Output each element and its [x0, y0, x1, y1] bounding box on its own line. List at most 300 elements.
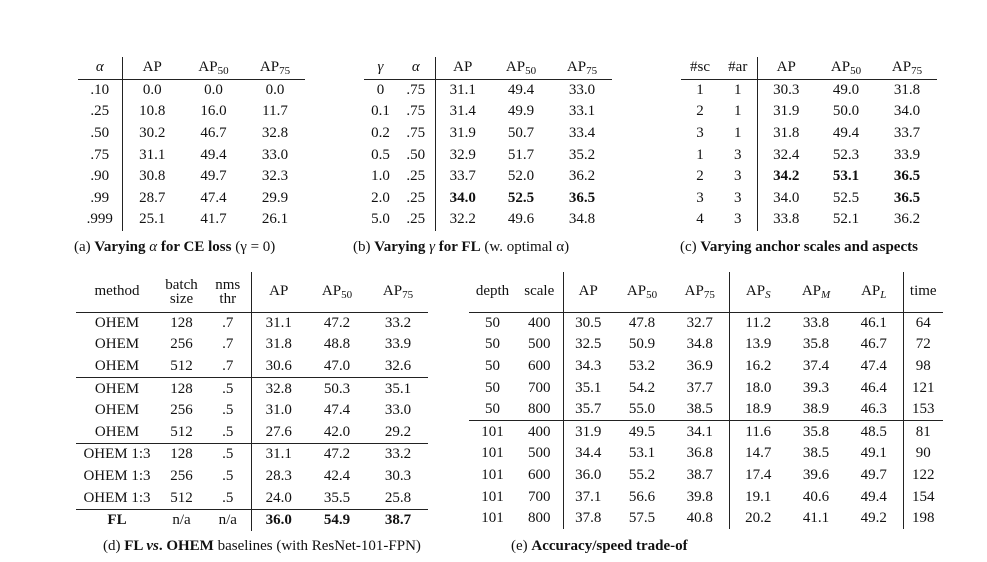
table-cell: 1	[696, 146, 704, 163]
table-cell: 32.4	[773, 146, 800, 163]
table-cell: 53.1	[628, 445, 656, 462]
table-cell: 36.5	[893, 189, 921, 206]
table-cell: 32.9	[449, 146, 476, 163]
col-header-batch-size: batch size	[158, 272, 205, 312]
table-cell: 46.7	[200, 125, 227, 142]
table-row	[364, 79, 612, 101]
table-row	[76, 400, 428, 422]
table-cell: 38.9	[802, 401, 830, 418]
table-row	[469, 443, 943, 465]
table-cell: 198	[912, 510, 935, 527]
table-cell: 33.0	[261, 146, 289, 163]
table-cell: 36.0	[575, 466, 602, 483]
table-cell: n/a	[205, 509, 251, 531]
table-cell: 52.0	[507, 168, 535, 185]
table-cell: 34.8	[671, 334, 729, 356]
table-d	[76, 272, 428, 531]
table-b	[364, 57, 612, 231]
table-cell: 32.6	[384, 357, 412, 374]
table-cell: .25	[78, 101, 122, 123]
table-cell: 30.3	[384, 467, 412, 484]
table-b-panel	[364, 57, 612, 231]
col-header-depth: depth	[469, 272, 516, 312]
table-cell: 31.4	[449, 103, 476, 120]
table-row	[364, 188, 612, 210]
table-cell: 33.7	[449, 168, 476, 185]
table-cell: .5	[205, 400, 251, 422]
table-row	[78, 209, 305, 231]
table-cell: 34.2	[773, 168, 800, 185]
table-cell: 33.7	[893, 125, 921, 142]
table-cell: 47.4	[200, 189, 227, 206]
table-cell: 512	[170, 423, 193, 440]
col-header-aps: $AP_S$	[729, 272, 787, 312]
table-cell: 32.5	[575, 336, 602, 353]
table-cell: 153	[912, 401, 935, 418]
table-row	[681, 101, 937, 123]
table-cell: 16.0	[200, 103, 227, 120]
table-cell: 128	[170, 314, 193, 331]
col-header-ap: AP	[251, 272, 306, 312]
table-cell: 101	[481, 510, 504, 527]
table-cell: 35.5	[323, 489, 351, 506]
table-row	[469, 312, 943, 334]
caption-c: (c) Varying anchor scales and aspects	[680, 239, 918, 255]
caption-a: (a) Varying α for CE loss (γ = 0)	[74, 239, 276, 255]
table-cell: OHEM 1:3	[83, 467, 151, 484]
table-cell: .25	[397, 209, 435, 231]
table-cell: 33.9	[893, 146, 921, 163]
table-cell: 36.8	[671, 443, 729, 465]
table-cell: 40.8	[671, 508, 729, 530]
table-row	[469, 399, 943, 421]
col-header-ap50: $AP_{50}$	[490, 57, 552, 79]
table-cell: .5	[205, 421, 251, 443]
table-cell: 31.8	[773, 125, 800, 142]
table-row	[469, 334, 943, 356]
table-row	[681, 79, 937, 101]
table-cell: 31.1	[251, 444, 306, 466]
table-cell: 3	[719, 188, 757, 210]
table-cell: 52.5	[507, 189, 535, 206]
table-cell: 49.4	[832, 125, 860, 142]
table-cell: 47.0	[323, 357, 351, 374]
table-cell: 34.1	[671, 421, 729, 443]
table-cell: 39.6	[802, 466, 830, 483]
col-header-apl: $AP_L$	[845, 272, 903, 312]
table-cell: .7	[205, 312, 251, 334]
table-cell: 31.9	[773, 103, 800, 120]
table-cell: 3	[696, 189, 704, 206]
col-header-ap75: $AP_{75}$	[368, 272, 428, 312]
table-cell: 54.2	[628, 379, 656, 396]
table-cell: .25	[397, 166, 435, 188]
table-row	[76, 509, 428, 531]
table-cell: 700	[516, 377, 563, 399]
table-cell: 51.7	[507, 146, 535, 163]
table-cell: 700	[516, 486, 563, 508]
table-cell: 36.2	[568, 168, 596, 185]
table-cell: .999	[78, 209, 122, 231]
col-header-ap75: $AP_{75}$	[245, 57, 305, 79]
table-cell: 52.3	[832, 146, 860, 163]
col-header-ap50: $AP_{50}$	[815, 57, 877, 79]
table-cell: 34.4	[575, 445, 602, 462]
table-cell: 34.0	[773, 189, 800, 206]
table-cell: 11.2	[745, 314, 772, 331]
table-row	[78, 101, 305, 123]
table-cell: 600	[516, 465, 563, 487]
table-row	[469, 508, 943, 530]
table-cell: 49.4	[507, 81, 535, 98]
table-cell: .50	[78, 123, 122, 145]
table-cell: 512	[170, 357, 193, 374]
table-cell: 30.8	[139, 168, 166, 185]
table-cell: 32.8	[251, 378, 306, 400]
table-cell: 50.3	[306, 378, 368, 400]
table-cell: 53.2	[628, 357, 656, 374]
table-cell: 31.1	[449, 81, 476, 98]
table-cell: OHEM	[94, 402, 140, 419]
col-header-alpha: α	[78, 57, 122, 79]
table-row	[681, 166, 937, 188]
table-cell: 47.2	[323, 314, 351, 331]
table-cell: 49.4	[845, 486, 903, 508]
col-header-alpha: α	[397, 57, 435, 79]
table-cell: 81	[903, 421, 943, 443]
table-row	[364, 101, 612, 123]
col-header-ap50: $AP_{50}$	[182, 57, 245, 79]
table-cell: 19.1	[745, 488, 772, 505]
caption-d: (d) FL vs. OHEM baselines (with ResNet-101-FPN)	[103, 538, 421, 554]
table-row	[76, 487, 428, 509]
col-header-ap: AP	[757, 57, 815, 79]
table-row	[76, 444, 428, 466]
table-cell: 36.5	[568, 189, 596, 206]
table-cell: 101	[481, 445, 504, 462]
table-cell: 256	[170, 336, 193, 353]
table-cell: 54.9	[306, 509, 368, 531]
col-header-gamma: γ	[364, 57, 397, 79]
table-a-panel	[78, 57, 305, 231]
table-row	[469, 377, 943, 399]
table-cell: 32.2	[449, 211, 476, 228]
table-cell: 29.9	[261, 189, 289, 206]
table-cell: 49.6	[507, 211, 535, 228]
table-cell: 50	[485, 401, 500, 418]
table-cell: 128	[158, 444, 205, 466]
table-cell: 55.2	[628, 466, 656, 483]
table-row	[364, 144, 612, 166]
table-cell: 36.2	[893, 211, 921, 228]
table-cell: 2	[696, 168, 704, 185]
table-cell: 35.8	[787, 421, 845, 443]
table-cell: 2.0	[371, 189, 390, 206]
table-cell: 400	[516, 312, 563, 334]
table-cell: 31.0	[265, 402, 292, 419]
table-cell: 46.3	[845, 399, 903, 421]
table-cell: 35.1	[575, 379, 602, 396]
table-cell: n/a	[158, 509, 205, 531]
table-cell: 5.0	[371, 211, 390, 228]
table-cell: .5	[205, 487, 251, 509]
table-cell: 256	[170, 402, 193, 419]
table-cell: 98	[915, 357, 931, 374]
table-cell: 13.9	[745, 336, 772, 353]
table-cell: 11.7	[262, 103, 288, 120]
table-cell: 53.1	[832, 168, 860, 185]
table-cell: 31.1	[139, 146, 166, 163]
table-cell: 36.0	[251, 509, 306, 531]
table-cell: 90	[915, 445, 931, 462]
table-row	[469, 465, 943, 487]
table-cell: 33.2	[384, 314, 412, 331]
table-cell: 30.3	[773, 81, 800, 98]
table-cell: 3	[696, 125, 704, 142]
table-row	[78, 79, 305, 101]
table-cell: 48.5	[845, 421, 903, 443]
table-cell: 49.4	[200, 146, 227, 163]
col-header-time: time	[903, 272, 943, 312]
table-cell: 3	[719, 166, 757, 188]
table-cell: 101	[469, 421, 516, 443]
table-cell: .7	[205, 356, 251, 378]
table-cell: 57.5	[628, 510, 656, 527]
table-cell: 49.7	[200, 168, 227, 185]
table-cell: 101	[481, 466, 504, 483]
table-cell: 33.1	[568, 103, 596, 120]
table-cell: 49.9	[507, 103, 535, 120]
table-cell: 50.9	[628, 336, 656, 353]
table-cell: 1	[696, 81, 704, 98]
table-cell: 32.8	[261, 125, 289, 142]
table-cell: 49.7	[845, 465, 903, 487]
table-row	[469, 356, 943, 378]
col-header-method: method	[76, 272, 158, 312]
table-cell: 47.2	[306, 444, 368, 466]
table-row	[76, 312, 428, 334]
table-cell: 18.0	[745, 379, 772, 396]
table-cell: .5	[205, 444, 251, 466]
table-cell: 47.4	[845, 356, 903, 378]
table-e-panel	[469, 272, 943, 529]
table-cell: 1	[719, 123, 757, 145]
table-row	[76, 356, 428, 378]
table-cell: 50	[485, 336, 500, 353]
table-cell: .75	[397, 123, 435, 145]
table-cell: 36.9	[671, 356, 729, 378]
table-cell: 40.6	[802, 488, 830, 505]
table-cell: 38.7	[671, 465, 729, 487]
table-cell: 35.1	[368, 378, 428, 400]
table-cell: OHEM	[94, 357, 140, 374]
table-row	[364, 209, 612, 231]
caption-b: (b) Varying γ for FL (w. optimal α)	[353, 239, 570, 255]
table-cell: 39.8	[671, 486, 729, 508]
table-cell: 47.4	[323, 402, 351, 419]
table-row	[78, 188, 305, 210]
table-c	[681, 57, 937, 231]
table-cell: OHEM	[76, 378, 158, 400]
table-row	[76, 334, 428, 356]
table-cell: 38.5	[671, 399, 729, 421]
table-cell: 30.5	[575, 314, 602, 331]
table-cell: 0.0	[204, 81, 223, 98]
table-cell: 56.6	[628, 488, 656, 505]
table-d-panel	[76, 272, 428, 531]
table-cell: 31.9	[563, 421, 613, 443]
col-header-apm: $AP_M$	[787, 272, 845, 312]
table-cell: 24.0	[265, 489, 292, 506]
table-cell: 64	[915, 314, 931, 331]
table-cell: .90	[78, 166, 122, 188]
table-cell: 25.1	[139, 211, 166, 228]
table-cell: 1.0	[371, 168, 390, 185]
table-a	[78, 57, 305, 231]
table-cell: 38.7	[368, 509, 428, 531]
table-cell: 31.9	[449, 125, 476, 142]
col-header-ap75: $AP_{75}$	[671, 272, 729, 312]
col-header-ap: AP	[435, 57, 490, 79]
col-header-ap75: $AP_{75}$	[877, 57, 937, 79]
table-cell: 49.1	[845, 443, 903, 465]
table-cell: .25	[397, 188, 435, 210]
table-cell: 33.0	[384, 402, 412, 419]
table-cell: 33.9	[384, 336, 412, 353]
table-cell: 32.3	[261, 168, 289, 185]
table-cell: 39.3	[802, 379, 830, 396]
table-cell: 37.1	[575, 488, 602, 505]
table-cell: 122	[912, 466, 935, 483]
table-cell: 1	[719, 101, 757, 123]
table-row	[469, 421, 943, 443]
table-cell: 31.1	[265, 314, 292, 331]
table-cell: .75	[397, 101, 435, 123]
table-row	[78, 166, 305, 188]
table-cell: FL	[76, 509, 158, 531]
table-cell: 33.2	[368, 444, 428, 466]
col-header-num-scales: #sc	[681, 57, 719, 79]
table-cell: 20.2	[745, 510, 772, 527]
table-cell: 37.7	[671, 377, 729, 399]
table-cell: 49.2	[845, 508, 903, 530]
table-cell: 52.5	[832, 189, 860, 206]
table-row	[364, 166, 612, 188]
table-cell: 0	[376, 81, 385, 98]
table-cell: 800	[516, 399, 563, 421]
table-cell: 49.0	[832, 81, 860, 98]
table-cell: 34.0	[893, 103, 921, 120]
table-cell: 35.7	[575, 401, 602, 418]
table-cell: 33.0	[568, 81, 596, 98]
table-cell: 35.2	[568, 146, 596, 163]
table-cell: 31.8	[893, 81, 921, 98]
table-cell: 50.0	[832, 103, 860, 120]
table-cell: 121	[912, 379, 935, 396]
table-cell: 41.7	[200, 211, 227, 228]
table-row	[76, 421, 428, 443]
table-cell: 500	[516, 334, 563, 356]
table-cell: 0.5	[371, 146, 390, 163]
table-cell: 35.8	[802, 336, 830, 353]
table-cell: 101	[481, 488, 504, 505]
table-cell: .5	[205, 378, 251, 400]
table-row	[681, 123, 937, 145]
table-cell: 50.7	[507, 125, 535, 142]
table-row	[76, 378, 428, 400]
table-cell: 38.5	[802, 445, 830, 462]
table-cell: 0.0	[142, 81, 162, 98]
col-header-scale: scale	[516, 272, 563, 312]
table-cell: .10	[78, 79, 122, 101]
table-cell: .99	[78, 188, 122, 210]
table-cell: 31.8	[265, 336, 292, 353]
table-cell: .5	[205, 466, 251, 488]
table-cell: 4	[696, 211, 704, 228]
table-cell: 256	[170, 467, 193, 484]
table-row	[681, 188, 937, 210]
table-cell: 46.1	[845, 312, 903, 334]
col-header-ap75: $AP_{75}$	[552, 57, 612, 79]
table-cell: 27.6	[265, 423, 292, 440]
table-cell: 154	[912, 488, 935, 505]
table-cell: 33.8	[773, 211, 800, 228]
table-cell: .50	[397, 144, 435, 166]
table-row	[76, 466, 428, 488]
table-cell: 46.4	[845, 377, 903, 399]
table-row	[78, 144, 305, 166]
table-cell: 47.8	[628, 314, 656, 331]
table-cell: 25.8	[384, 489, 412, 506]
table-cell: .75	[397, 79, 435, 101]
table-cell: 600	[516, 356, 563, 378]
table-e	[469, 272, 943, 529]
table-cell: 14.7	[745, 445, 772, 462]
table-cell: 400	[516, 421, 563, 443]
table-cell: 0.2	[371, 125, 390, 142]
table-cell: 34.0	[449, 189, 476, 206]
table-row	[364, 123, 612, 145]
table-cell: 34.8	[568, 211, 596, 228]
table-cell: 34.3	[575, 357, 602, 374]
table-cell: OHEM	[94, 314, 140, 331]
table-cell: 800	[516, 508, 563, 530]
table-cell: 30.2	[139, 125, 166, 142]
col-header-num-aspects: #ar	[719, 57, 757, 79]
table-cell: 37.4	[802, 357, 830, 374]
table-cell: 41.1	[802, 510, 830, 527]
table-cell: OHEM	[94, 336, 140, 353]
table-cell: 46.7	[845, 334, 903, 356]
table-cell: .7	[205, 334, 251, 356]
table-cell: 1	[719, 79, 757, 101]
table-cell: 3	[719, 144, 757, 166]
table-cell: 48.8	[323, 336, 351, 353]
table-cell: OHEM 1:3	[83, 489, 151, 506]
table-cell: 33.8	[802, 314, 830, 331]
table-cell: 50	[485, 357, 500, 374]
table-cell: 49.5	[613, 421, 671, 443]
table-cell: 26.1	[261, 211, 289, 228]
col-header-ap50: $AP_{50}$	[613, 272, 671, 312]
table-cell: 128	[158, 378, 205, 400]
watermark-overlay	[716, 534, 941, 554]
table-cell: OHEM 1:3	[76, 444, 158, 466]
table-cell: 10.8	[139, 103, 166, 120]
table-cell: 32.7	[671, 312, 729, 334]
col-header-ap: AP	[563, 272, 613, 312]
table-cell: 17.4	[745, 466, 772, 483]
